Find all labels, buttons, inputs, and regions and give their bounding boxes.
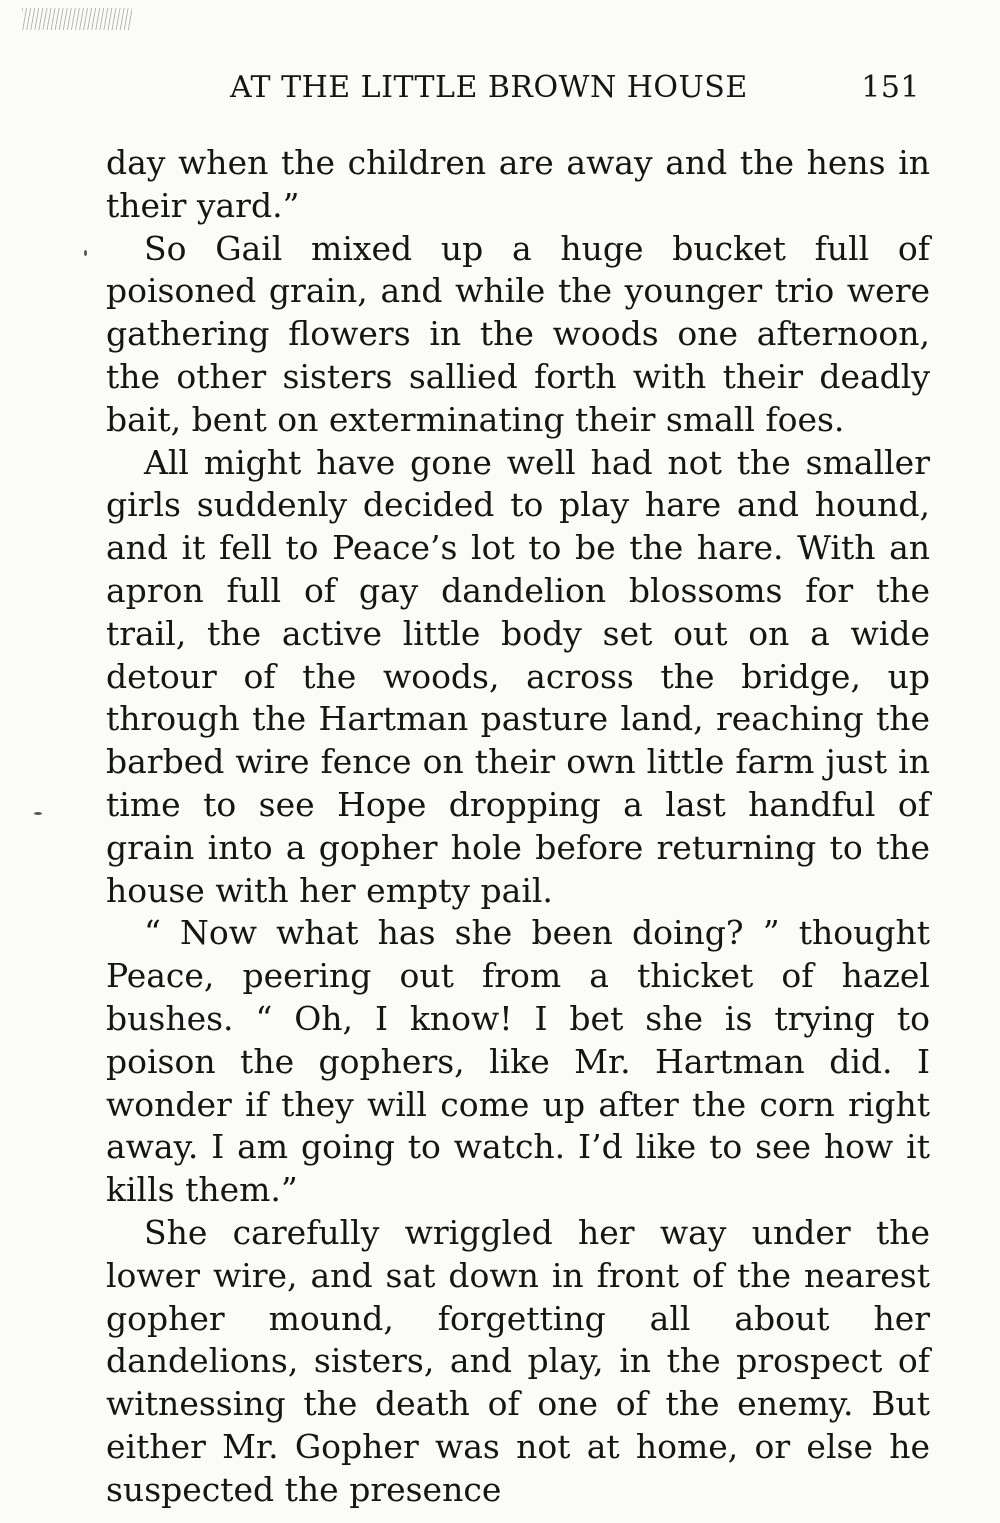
running-title: AT THE LITTLE BROWN HOUSE [230, 70, 748, 105]
body-text [106, 142, 930, 1512]
paragraph: She carefully wriggled her way under the lower wire, and sat down in front of the nearest gopher mound, forgetting all about her dandelions, sisters, and play, in the prospect of witnessing the death of one of the enemy. But either Mr. Gopher was not at home, or else he suspected the presence [106, 1212, 930, 1509]
page-number: 151 [861, 70, 920, 105]
page-header [230, 70, 930, 106]
paragraph: “ Now what has she been doing? ” thought Peace, peering out from a thicket of hazel bushes. “ Oh, I know! I bet she is trying to poison the gophers, like Mr. Hartman did. I wonder if they will come up after the corn right away. I am going to watch. I’d like to see how it kills them.” [106, 913, 930, 1210]
print-speck [84, 250, 87, 256]
paragraph: day when the children are away and the hens in their yard.” [106, 143, 930, 225]
paragraph: So Gail mixed up a huge bucket full of poisoned grain, and while the younger trio were gathering flowers in the woods one afternoon, the other sisters sallied forth with their deadly bait, bent on exterminating their small foes. [106, 228, 930, 439]
paragraph: All might have gone well had not the smaller girls suddenly decided to play hare and hound, and it fell to Peace’s lot to be the hare. With an apron full of gay dandelion blossoms for the trail, the active little body set out on a wide detour of the woods, across the bridge, up through the Hartman pasture land, reaching the barbed wire fence on their own little farm just in time to see Hope dropping a last handful of grain into a gopher hole before returning to the house with her empty pail. [106, 442, 930, 910]
print-speck [34, 812, 42, 815]
print-smudge [22, 8, 132, 30]
